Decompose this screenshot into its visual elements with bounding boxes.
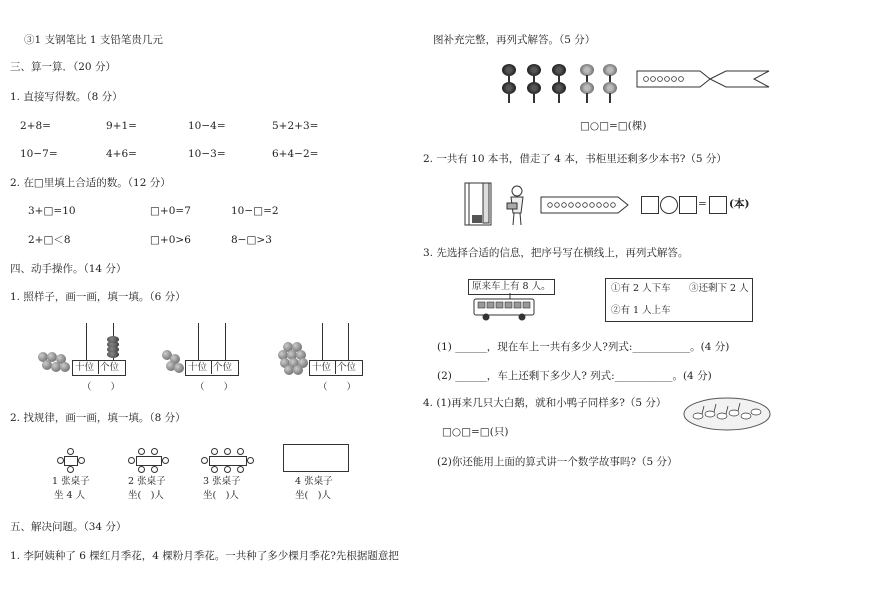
fill-item: 2+□＜8 (28, 234, 71, 246)
problem-4-2: (2)你还能用上面的算式讲一个数学故事吗?（5 分） (437, 456, 678, 468)
info-1: ①有 2 人下车 (611, 283, 671, 294)
answer-box[interactable] (709, 196, 727, 214)
answer-blank[interactable]: （ ） (318, 382, 357, 393)
bus-sign-text: 原来车上有 8 人。 (472, 281, 551, 292)
problem-2-title: 2. 一共有 10 本书，借走了 4 本，书柜里还剩多少本书?（5 分） (423, 153, 727, 165)
calc-item: 9+1= (106, 120, 137, 132)
calc-item: 10−7= (20, 148, 58, 160)
operation-1-title: 1. 照样子，画一画，填一填。（6 分） (10, 291, 186, 303)
section-4-title: 四、动手操作。（14 分） (10, 263, 127, 275)
calc-item: 2+8= (20, 120, 51, 132)
people-count-label: 坐( )人 (203, 490, 239, 501)
table-count-label: 2 张桌子 (128, 476, 166, 487)
problem-1-text: 1. 李阿姨种了 6 棵红月季花，4 棵粉月季花。一共种了多少棵月季花?先根据题意把 (10, 550, 399, 562)
ones-label: 个位 (100, 362, 120, 373)
equals-sign: = (698, 198, 707, 210)
equation-1: □○□=□(棵) (580, 120, 647, 132)
answer-box[interactable] (641, 196, 659, 214)
continuation-line: 图补充完整，再列式解答。（5 分） (433, 34, 596, 46)
operation-2-title: 2. 找规律，画一画，填一填。（8 分） (10, 412, 186, 424)
pond-ducks-picture (682, 392, 772, 434)
calc-item: 5+2+3= (272, 120, 319, 132)
part-1-title: 1. 直接写得数。（8 分） (10, 91, 123, 103)
tens-label: 十位 (75, 362, 95, 373)
fill-item: 8−□>3 (231, 234, 272, 246)
answer-box[interactable] (679, 196, 697, 214)
calc-item: 4+6= (106, 148, 137, 160)
equation-4: □○□=□(只) (442, 426, 509, 438)
problem-4-1: 4. (1)再来几只大白鹅，就和小鸭子同样多?（5 分） (423, 397, 667, 409)
table-count-label: 3 张桌子 (203, 476, 241, 487)
fill-item: 10−□=2 (231, 205, 279, 217)
drawing-box[interactable] (283, 444, 349, 472)
answer-blank[interactable]: （ ） (82, 382, 121, 393)
fill-item: 3+□=10 (28, 205, 76, 217)
fill-item: □+0>6 (150, 234, 191, 246)
problem-3-title: 3. 先选择合适的信息，把序号写在横线上，再列式解答。 (423, 247, 689, 259)
question-3-1: (1) ______，现在车上一共有多少人?列式:___________。(4 分) (437, 341, 730, 353)
tens-label: 十位 (312, 362, 332, 373)
abacus-rod (225, 323, 226, 360)
operator-circle[interactable] (660, 196, 678, 214)
ones-label: 个位 (337, 362, 357, 373)
fill-item: □+0=7 (150, 205, 191, 217)
unit-label: (本) (729, 198, 750, 210)
people-count-label: 坐( )人 (295, 490, 331, 501)
abacus-rod (322, 323, 323, 360)
table-count-label: 1 张桌子 (52, 476, 90, 487)
section-5-title: 五、解决问题。（34 分） (10, 521, 127, 533)
bookshelf-girl-picture (463, 181, 533, 229)
ones-label: 个位 (213, 362, 233, 373)
candy-diagram (636, 68, 770, 90)
calc-item: 6+4−2= (272, 148, 319, 160)
people-count-label: 坐( )人 (128, 490, 164, 501)
abacus-rod (86, 323, 87, 360)
table-count-label: 4 张桌子 (295, 476, 333, 487)
abacus-rod (348, 323, 349, 360)
q3-line: ③1 支钢笔比 1 支铅笔贵几元 (24, 34, 163, 46)
section-3-title: 三、算一算．（20 分） (10, 61, 116, 73)
answer-blank[interactable]: （ ） (195, 382, 234, 393)
info-3: ③还剩下 2 人 (689, 283, 749, 294)
abacus-rod (198, 323, 199, 360)
people-count-label: 坐 4 人 (54, 490, 86, 501)
book-count-diagram (540, 196, 630, 214)
tens-label: 十位 (188, 362, 208, 373)
bus-icon (472, 293, 538, 323)
question-3-2: (2) ______，车上还剩下多少人? 列式:___________。(4 分) (437, 370, 712, 382)
calc-item: 10−3= (188, 148, 226, 160)
calc-item: 10−4= (188, 120, 226, 132)
part-2-title: 2. 在□里填上合适的数。（12 分） (10, 177, 171, 189)
info-2: ②有 1 人上车 (611, 305, 671, 316)
